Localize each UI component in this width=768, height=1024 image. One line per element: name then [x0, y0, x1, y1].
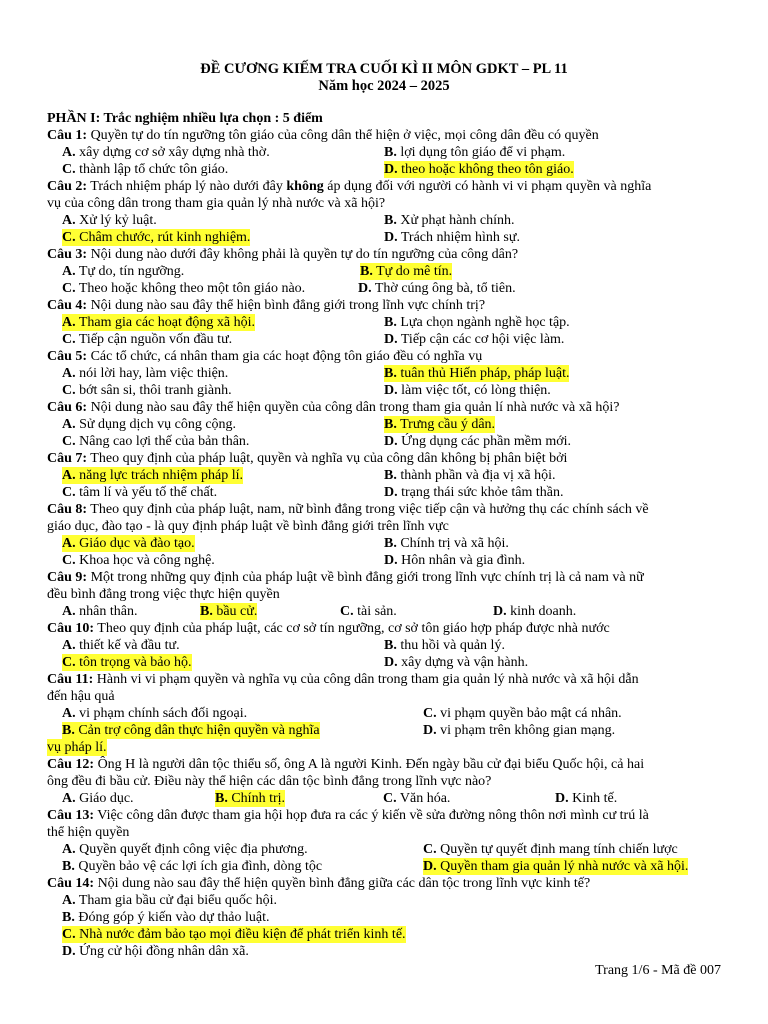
- q5-option-b: B. tuân thủ Hiến pháp, pháp luật.: [384, 366, 570, 381]
- q13-option-c: C. Quyền tự quyết định mang tính chiến lược: [423, 842, 678, 857]
- question-4: Câu 4: Nội dung nào sau đây thể hiện bình đẳng giới trong lĩnh vực chính trị?: [47, 298, 486, 313]
- document-subtitle: Năm học 2024 – 2025: [318, 78, 450, 94]
- question-13: Câu 13: Việc công dân được tham gia hội họp đưa ra các ý kiến về sửa đường nông thôn nơi mình cư trú là: [47, 808, 649, 823]
- q3-option-b: B. Tự do mê tín.: [360, 264, 453, 279]
- q14-option-a: A. Tham gia bầu cử đại biểu quốc hội.: [62, 893, 277, 908]
- q10-option-a: A. thiết kế và đầu tư.: [62, 638, 180, 653]
- q8-option-c: C. Khoa học và công nghệ.: [62, 553, 215, 568]
- q1-option-b: B. lợi dụng tôn giáo để vi phạm.: [384, 145, 566, 160]
- q10-option-d: D. xây dựng và vận hành.: [384, 655, 529, 670]
- q6-option-a: A. Sử dụng dịch vụ công cộng.: [62, 417, 237, 432]
- q7-option-b: B. thành phần và địa vị xã hội.: [384, 468, 556, 483]
- q12-option-c: C. Văn hóa.: [383, 791, 451, 806]
- document-title: ĐỀ CƯƠNG KIẾM TRA CUỐI KÌ II MÔN GDKT – PL 11: [200, 61, 568, 77]
- q13-option-a: A. Quyền quyết định công việc địa phương.: [62, 842, 308, 857]
- q1-option-a: A. xây dựng cơ sở xây dựng nhà thờ.: [62, 145, 270, 160]
- q4-option-c: C. Tiếp cận nguồn vốn đầu tư.: [62, 332, 233, 347]
- question-1: [47, 127, 727, 144]
- q6-option-d: D. Ứng dụng các phần mềm mới.: [384, 434, 572, 449]
- q9-option-b: B. bầu cử.: [200, 604, 258, 619]
- q14-option-d: D. Ứng cử hội đồng nhân dân xã.: [62, 944, 249, 959]
- q5-option-d: D. làm việc tốt, có lòng thiện.: [384, 383, 551, 398]
- q3-option-d: D. Thờ cúng ông bà, tổ tiên.: [358, 281, 516, 296]
- q14-option-c: C. Nhà nước đảm bảo tạo mọi điều kiện để phát triển kinh tế.: [62, 927, 406, 942]
- question-2-line-2: vụ của công dân trong tham gia quản lý nhà nước và xã hội?: [47, 196, 386, 211]
- q7-option-d: D. trạng thái sức khỏe tâm thần.: [384, 485, 564, 500]
- question-11-line-2: đến hậu quả: [47, 689, 115, 704]
- question-10: Câu 10: Theo quy định của pháp luật, các cơ sở tín ngưỡng, cơ sở tôn giáo hợp pháp được nhà nước: [47, 621, 610, 636]
- q3-option-a: A. Tự do, tín ngưỡng.: [62, 264, 185, 279]
- q2-option-c: C. Châm chước, rút kinh nghiệm.: [62, 230, 251, 245]
- q6-option-c: C. Nâng cao lợi thế của bản thân.: [62, 434, 250, 449]
- q8-option-b: B. Chính trị và xã hội.: [384, 536, 509, 551]
- question-3: Câu 3: Nội dung nào dưới đây không phải là quyền tự do tín ngưỡng của công dân?: [47, 247, 519, 262]
- q5-option-a: A. nói lời hay, làm việc thiện.: [62, 366, 229, 381]
- question-label: Câu 1:: [47, 128, 88, 143]
- q8-option-d: D. Hôn nhân và gia đình.: [384, 553, 526, 568]
- q11-option-a: A. vi phạm chính sách đối ngoại.: [62, 706, 248, 721]
- question-8: Câu 8: Theo quy định của pháp luật, nam, nữ bình đẳng trong việc tiếp cận và hưởng thụ các chính sách về: [47, 502, 649, 517]
- q14-option-b: B. Đóng góp ý kiến vào dự thảo luật.: [62, 910, 270, 925]
- q5-option-c: C. bớt sân si, thôi tranh giành.: [62, 383, 232, 398]
- q11-option-c: C. vi phạm quyền bảo mật cá nhân.: [423, 706, 622, 721]
- question-6: Câu 6: Nội dung nào sau đây thể hiện quyền của công dân trong tham gia quản lí nhà nước và xã hội?: [47, 400, 620, 415]
- q12-option-a: A. Giáo dục.: [62, 791, 134, 806]
- q4-option-d: D. Tiếp cận các cơ hội việc làm.: [384, 332, 565, 347]
- question-14: Câu 14: Nội dung nào sau đây thể hiện quyền bình đẳng giữa các dân tộc trong lĩnh vực kinh tế?: [47, 876, 591, 891]
- q12-option-d: D. Kinh tế.: [555, 791, 618, 806]
- q9-option-d: D. kinh doanh.: [493, 604, 577, 619]
- q4-option-a: A. Tham gia các hoạt động xã hội.: [62, 315, 255, 330]
- question-text: Quyền tự do tín ngưỡng tôn giáo của công dân thể hiện ở việc, mọi công dân đều có quyền: [87, 128, 599, 143]
- q11-option-b-continued: vụ pháp lí.: [47, 740, 107, 755]
- q4-option-b: B. Lựa chọn ngành nghề học tập.: [384, 315, 570, 330]
- q7-option-c: C. tâm lí và yếu tố thể chất.: [62, 485, 218, 500]
- question-12-line-2: ông đều đi bầu cử. Điều này thể hiện các dân tộc bình đẳng trong lĩnh vực nào?: [47, 774, 492, 789]
- question-8-line-2: giáo dục, đào tạo - là quy định pháp luật về bình đẳng giới trên lĩnh vực: [47, 519, 449, 534]
- q8-option-a: A. Giáo dục và đào tạo.: [62, 536, 195, 551]
- q13-option-d: D. Quyền tham gia quản lý nhà nước và xã hội.: [423, 859, 689, 874]
- q7-option-a: A. năng lực trách nhiệm pháp lí.: [62, 468, 243, 483]
- section-heading: PHẦN I: Trắc nghiệm nhiều lựa chọn : 5 điểm: [47, 111, 323, 126]
- question-9: Câu 9: Một trong những quy định của pháp luật về bình đẳng giới trong lĩnh vực chính trị là cả nam và nữ: [47, 570, 644, 585]
- question-5: Câu 5: Các tổ chức, cá nhân tham gia các hoạt động tôn giáo đều có nghĩa vụ: [47, 349, 483, 364]
- q2-option-a: A. Xử lý kỷ luật.: [62, 213, 157, 228]
- q3-option-c: C. Theo hoặc không theo một tôn giáo nào.: [62, 281, 306, 296]
- q2-option-b: B. Xử phạt hành chính.: [384, 213, 515, 228]
- q13-option-b: B. Quyền bảo vệ các lợi ích gia đình, dòng tộc: [62, 859, 323, 874]
- q6-option-b: B. Trưng cầu ý dân.: [384, 417, 496, 432]
- q2-option-d: D. Trách nhiệm hình sự.: [384, 230, 520, 245]
- q1-option-c: C. thành lập tổ chức tôn giáo.: [62, 162, 229, 177]
- question-11: Câu 11: Hành vi vi phạm quyền và nghĩa vụ của công dân trong tham gia quản lý nhà nước và xã hội dẫn: [47, 672, 639, 687]
- page-footer: Trang 1/6 - Mã đề 007: [595, 963, 721, 978]
- q11-option-d: D. vi phạm trên không gian mạng.: [423, 723, 616, 738]
- q9-option-a: A. nhân thân.: [62, 604, 138, 619]
- question-2: Câu 2: Trách nhiệm pháp lý nào dưới đây không áp dụng đối với người có hành vi vi phạm quyền và nghĩa: [47, 179, 652, 194]
- q9-option-c: C. tài sản.: [340, 604, 397, 619]
- question-9-line-2: đều bình đẳng trong việc thực hiện quyền: [47, 587, 280, 602]
- q11-option-b: B. Cản trợ công dân thực hiện quyền và nghĩa: [62, 723, 320, 738]
- question-13-line-2: thể hiện quyền: [47, 825, 130, 840]
- q12-option-b: B. Chính trị.: [215, 791, 286, 806]
- question-12: Câu 12: Ông H là người dân tộc thiểu số, ông A là người Kinh. Đến ngày bầu cử đại biểu Quốc hội, cả hai: [47, 757, 645, 772]
- q1-option-d: D. theo hoặc không theo tôn giáo.: [384, 162, 574, 177]
- question-7: Câu 7: Theo quy định của pháp luật, quyền và nghĩa vụ của công dân không bị phân biệt bởi: [47, 451, 568, 466]
- q10-option-b: B. thu hồi và quản lý.: [384, 638, 505, 653]
- q10-option-c: C. tôn trọng và bảo hộ.: [62, 655, 192, 670]
